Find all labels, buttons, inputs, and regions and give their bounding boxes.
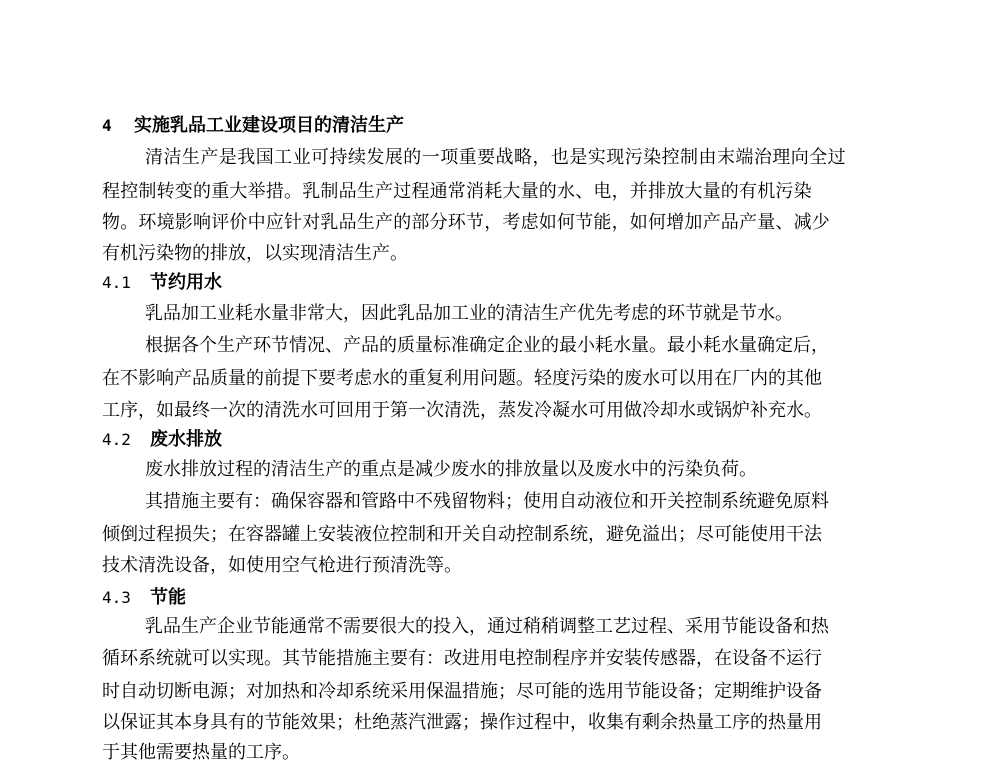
- subsection-heading: [102, 583, 186, 613]
- paragraph-line: 于其他需要热量的工序。: [102, 742, 300, 763]
- paragraph-line: 倾倒过程损失；在容器罐上安装液位控制和开关自动控制系统，避免溢出；尽可能使用干法: [102, 524, 822, 545]
- section-number: 4: [102, 116, 112, 135]
- paragraph-line: 乳品生产企业节能通常不需要很大的投入，通过稍稍调整工艺过程、采用节能设备和热: [145, 616, 829, 637]
- section-title: 实施乳品工业建设项目的清洁生产: [134, 115, 404, 136]
- paragraph-line: 技术清洗设备，如使用空气枪进行预清洗等。: [102, 555, 462, 576]
- subsection-heading: [102, 268, 222, 298]
- paragraph-line: 工序，如最终一次的清洗水可回用于第一次清洗，蒸发冷凝水可用做冷却水或锅炉补充水。: [102, 400, 822, 421]
- paragraph-line: 根据各个生产环节情况、产品的质量标准确定企业的最小耗水量。最小耗水量确定后，: [145, 335, 829, 356]
- section-heading: [102, 111, 404, 141]
- paragraph-line: 其措施主要有：确保容器和管路中不残留物料；使用自动液位和开关控制系统避免原料: [145, 491, 829, 512]
- subsection-number: 4.3: [102, 588, 131, 607]
- paragraph-line: 乳品加工业耗水量非常大，因此乳品加工业的清洁生产优先考虑的环节就是节水。: [145, 303, 793, 324]
- subsection-heading: [102, 425, 222, 455]
- paragraph-line: 废水排放过程的清洁生产的重点是减少废水的排放量以及废水中的污染负荷。: [145, 459, 757, 480]
- subsection-title: 节能: [150, 587, 186, 608]
- intro-line: 有机污染物的排放，以实现清洁生产。: [102, 243, 408, 264]
- subsection-title: 废水排放: [150, 429, 222, 450]
- intro-line: 清洁生产是我国工业可持续发展的一项重要战略，也是实现污染控制由末端治理向全过: [145, 147, 847, 168]
- paragraph-line: 循环系统就可以实现。其节能措施主要有：改进用电控制程序并安装传感器，在设备不运行: [102, 648, 822, 669]
- subsection-number: 4.1: [102, 273, 131, 292]
- intro-line: 物。环境影响评价中应针对乳品生产的部分环节，考虑如何节能，如何增加产品产量、减少: [102, 212, 830, 233]
- paragraph-line: 在不影响产品质量的前提下要考虑水的重复利用问题。轻度污染的废水可以用在厂内的其他: [102, 368, 822, 389]
- subsection-number: 4.2: [102, 430, 131, 449]
- paragraph-line: 以保证其本身具有的节能效果；杜绝蒸汽泄露；操作过程中，收集有剩余热量工序的热量用: [102, 712, 822, 733]
- subsection-title: 节约用水: [150, 272, 222, 293]
- paragraph-line: 时自动切断电源；对加热和冷却系统采用保温措施；尽可能的选用节能设备；定期维护设备: [102, 681, 822, 702]
- intro-line: 程控制转变的重大举措。乳制品生产过程通常消耗大量的水、电，并排放大量的有机污染: [102, 181, 812, 202]
